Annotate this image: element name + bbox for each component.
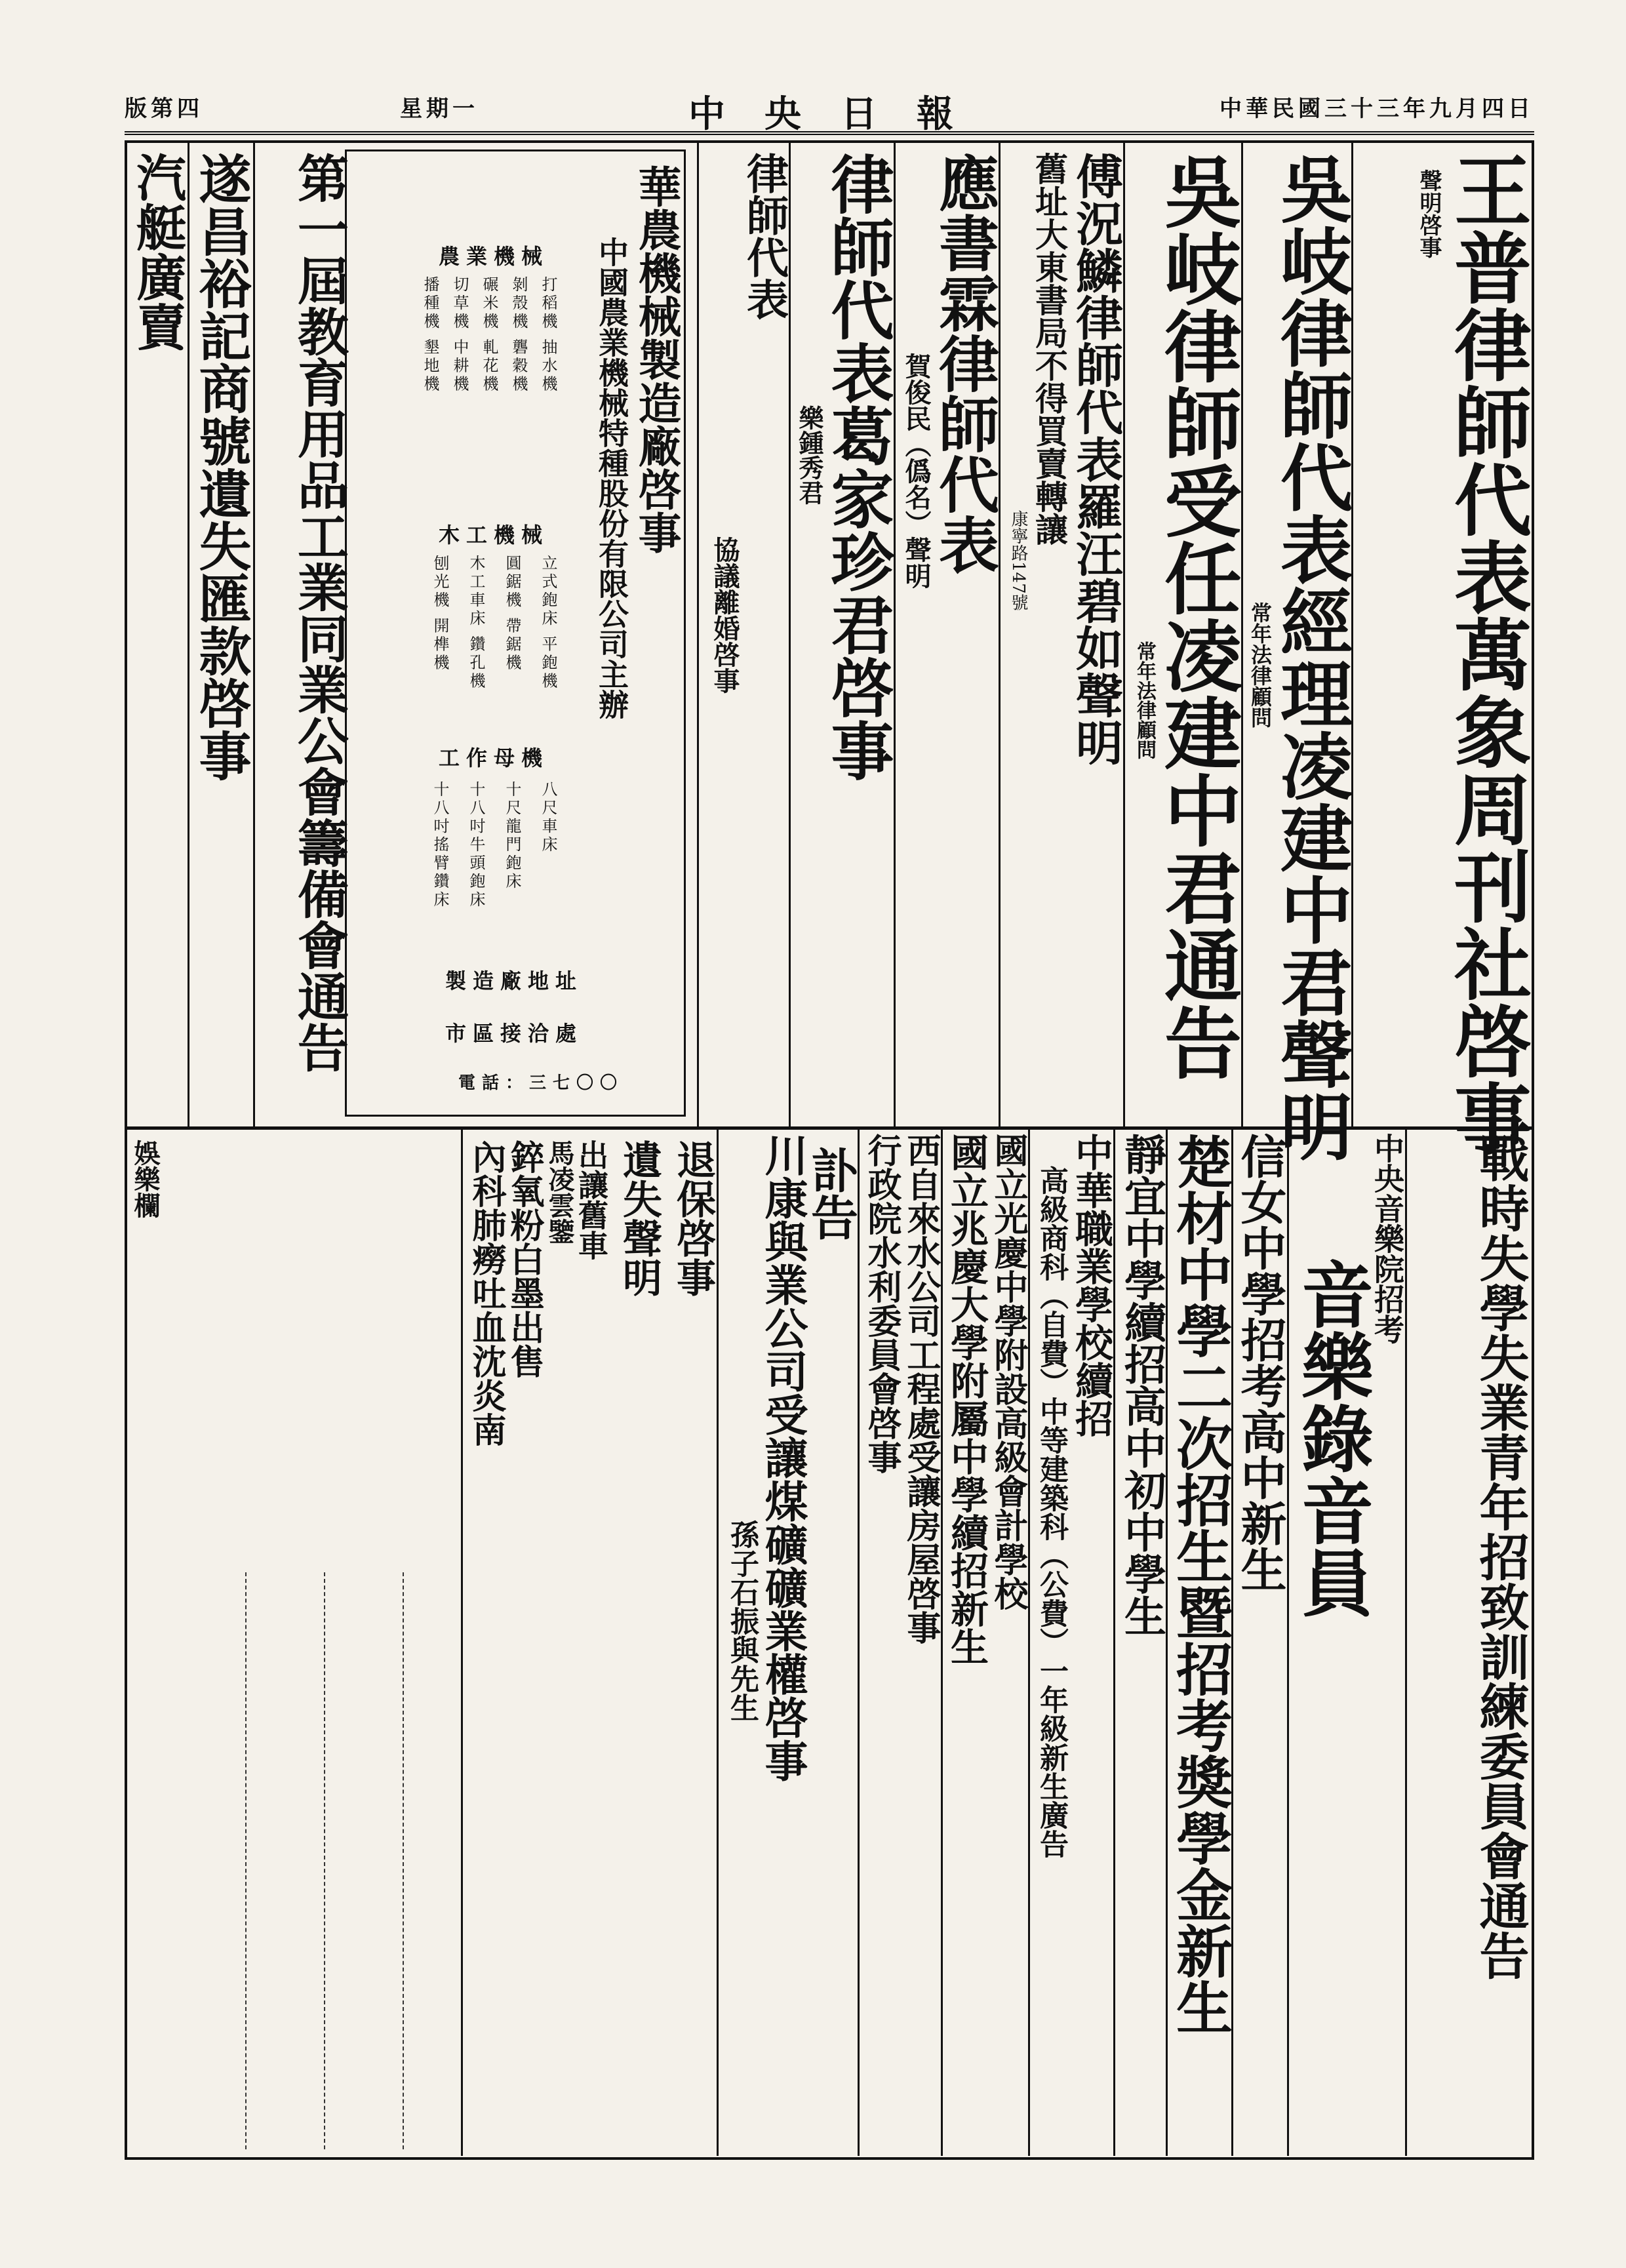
small-ad-divider [324,1572,325,2149]
tool-machinery-title: 工作母機 [439,746,549,770]
office-label: 市區接洽處 [445,1021,584,1046]
ad-suichang-title: 遂昌裕記商號遺失匯款啓事 [190,152,251,782]
col-rule [717,1126,719,2156]
ad-wuqi-2-title: 吳岐律師受任凌建中君通告 [1151,152,1242,1081]
notice-zhonghua-vocational: 中華職業學校續招 [1069,1133,1113,1437]
farm-item: 碾米機 軋花機 [480,276,498,394]
col-rule [1405,1126,1407,2156]
notice-music-academy: 中央音樂院招考 [1370,1133,1405,1344]
masthead-edition: 版第四 [125,96,203,122]
tool-item: 八尺車床 [539,781,557,854]
notice-ma-lingyun: 馬凌雲鑒 [544,1140,574,1244]
ad-boat-title: 汽艇廣賣 [128,152,187,351]
notice-accounting-school: 國立光慶中學附設高級會計學校 [988,1133,1027,1610]
notice-old-car-sale: 出讓舊車 [574,1140,609,1260]
wood-item: 木工車床 鑽孔機 [467,555,485,691]
farm-item: 播種機 墾地機 [421,276,439,394]
wood-item: 立式鉋床 平鉋機 [539,555,557,691]
ad-wuqi-2-sub: 常年法律顧問 [1133,641,1156,759]
machinery-phone: 電話：三七〇〇 [458,1073,624,1093]
machinery-ad-box [345,149,686,1117]
notice-water-commission: 行政院水利委員會啓事 [862,1133,901,1474]
col-rule [1287,1126,1289,2156]
wood-machinery-title: 木工機械 [439,523,549,547]
ad-education-fine-text [258,152,290,1109]
notice-zinc-oxide: 錊氧粉白墨出售 [504,1140,544,1378]
col-rule [253,143,255,1126]
tool-item: 十八吋牛頭鉋床 [467,781,485,909]
notice-training-title: 戰時失學失業青年招致訓練委員會通告 [1471,1133,1530,1980]
small-ad-divider [245,1572,247,2149]
notice-withdraw-guarantee: 退保啓事 [670,1140,716,1297]
ad-wangpu-body: 聲明啓事 [1416,169,1442,258]
farm-item: 打稻機 抽水機 [539,276,557,394]
ad-ying-title: 應書霖律師代表 [929,152,999,574]
notice-lost-statement: 遺失聲明 [616,1140,662,1297]
newspaper-page [125,85,1534,2183]
masthead-date: 中華民國三十三年九月四日 [1220,96,1534,122]
masthead-title: 中央日報 [688,92,993,136]
notice-waterworks: 西自來水公司工程處受讓房屋啓事 [901,1133,940,1644]
masthead-weekday: 星期一 [400,96,479,122]
ad-fukuang-sub: 舊址大東書局不得買賣轉讓 [1030,152,1069,546]
wood-item: 刨光機 開榫機 [431,555,449,673]
tool-item: 十八吋搖臂鑽床 [431,781,449,909]
machinery-subtitle: 中國農業機械特種股份有限公司主辦 [594,237,629,719]
farm-machinery-title: 農業機械 [439,244,549,269]
col-rule [697,143,699,1126]
col-rule [1166,1126,1168,2156]
tool-item: 十尺龍門鉋床 [503,781,521,891]
ad-ge-title: 律師代表葛家珍君啓事 [821,152,894,782]
notice-chucai-school: 楚材中學二次招生暨招考獎學金新生 [1166,1133,1232,2035]
col-rule [789,143,791,1126]
ad-fukuang-addr: 康寧路147號 [1008,510,1028,611]
farm-item: 切草機 中耕機 [450,276,469,394]
entertainment-listings [167,1140,462,2149]
wood-item: 圓鋸機 帶鋸機 [503,555,521,673]
masthead [125,85,1534,135]
ad-divorce-title: 律師代表 [740,152,788,320]
col-rule [1123,143,1125,1126]
notice-chuankang-coal: 川康與業公司受讓煤礦礦業權啓事 [757,1133,808,1782]
ad-wangpu-title: 王普律師代表萬象周刊社啓事 [1441,151,1532,1157]
notice-sunzi-shi: 孫子石振與先生 [725,1520,759,1722]
notice-zhonghua-vocational-sub: 高級商科（自費）中等建築科（公費）一年級新生廣告 [1035,1166,1068,1858]
col-rule [188,143,189,1126]
factory-address-label: 製造廠地址 [445,968,584,993]
entertainment-column: 娛樂欄 [130,1140,160,1218]
col-rule [1113,1126,1115,2156]
ad-wangpu-fine-text [1355,153,1414,1111]
ad-divorce-sub: 協議離婚啓事 [709,536,740,694]
ad-ge-sub: 樂鍾秀君 [795,405,824,505]
ad-frame [125,140,1534,2160]
ad-fukuang-title: 傅況鱗律師代表羅汪碧如聲明 [1068,152,1123,766]
notice-doctor-shen: 內科肺癆吐血沈炎南 [466,1140,506,1446]
col-rule [1028,1126,1030,2156]
notice-training-fine-text [1410,1133,1469,2149]
ad-wuqi-1-title: 吳岐律師代表經理凌建中君聲明 [1269,152,1353,1162]
col-rule [941,1126,943,2156]
notice-xinnu-school: 信女中學招考高中新生 [1233,1133,1287,1592]
machinery-company: 華農機械製造廠啓事 [631,165,681,554]
farm-item: 剝殼機 礱穀機 [509,276,528,394]
ad-education-title: 第一屆教育用品工業同業公會籌備會通告 [288,152,348,1073]
small-ad-divider [403,1572,404,2149]
ad-ying-sub: 賀俊民（僞名）聲明 [901,353,932,589]
ad-wuqi-1-sub: 常年法律顧問 [1248,602,1273,728]
col-rule [858,1126,860,2156]
notice-obituary: 訃告 [803,1146,858,1241]
notice-music-recorder: 音樂錄音員 [1290,1258,1374,1618]
notice-university-school: 國立兆慶大學附屬中學續招新生 [944,1133,989,1665]
notice-jingyi-school: 靜宜中學續招高中初中學生 [1117,1133,1166,1637]
